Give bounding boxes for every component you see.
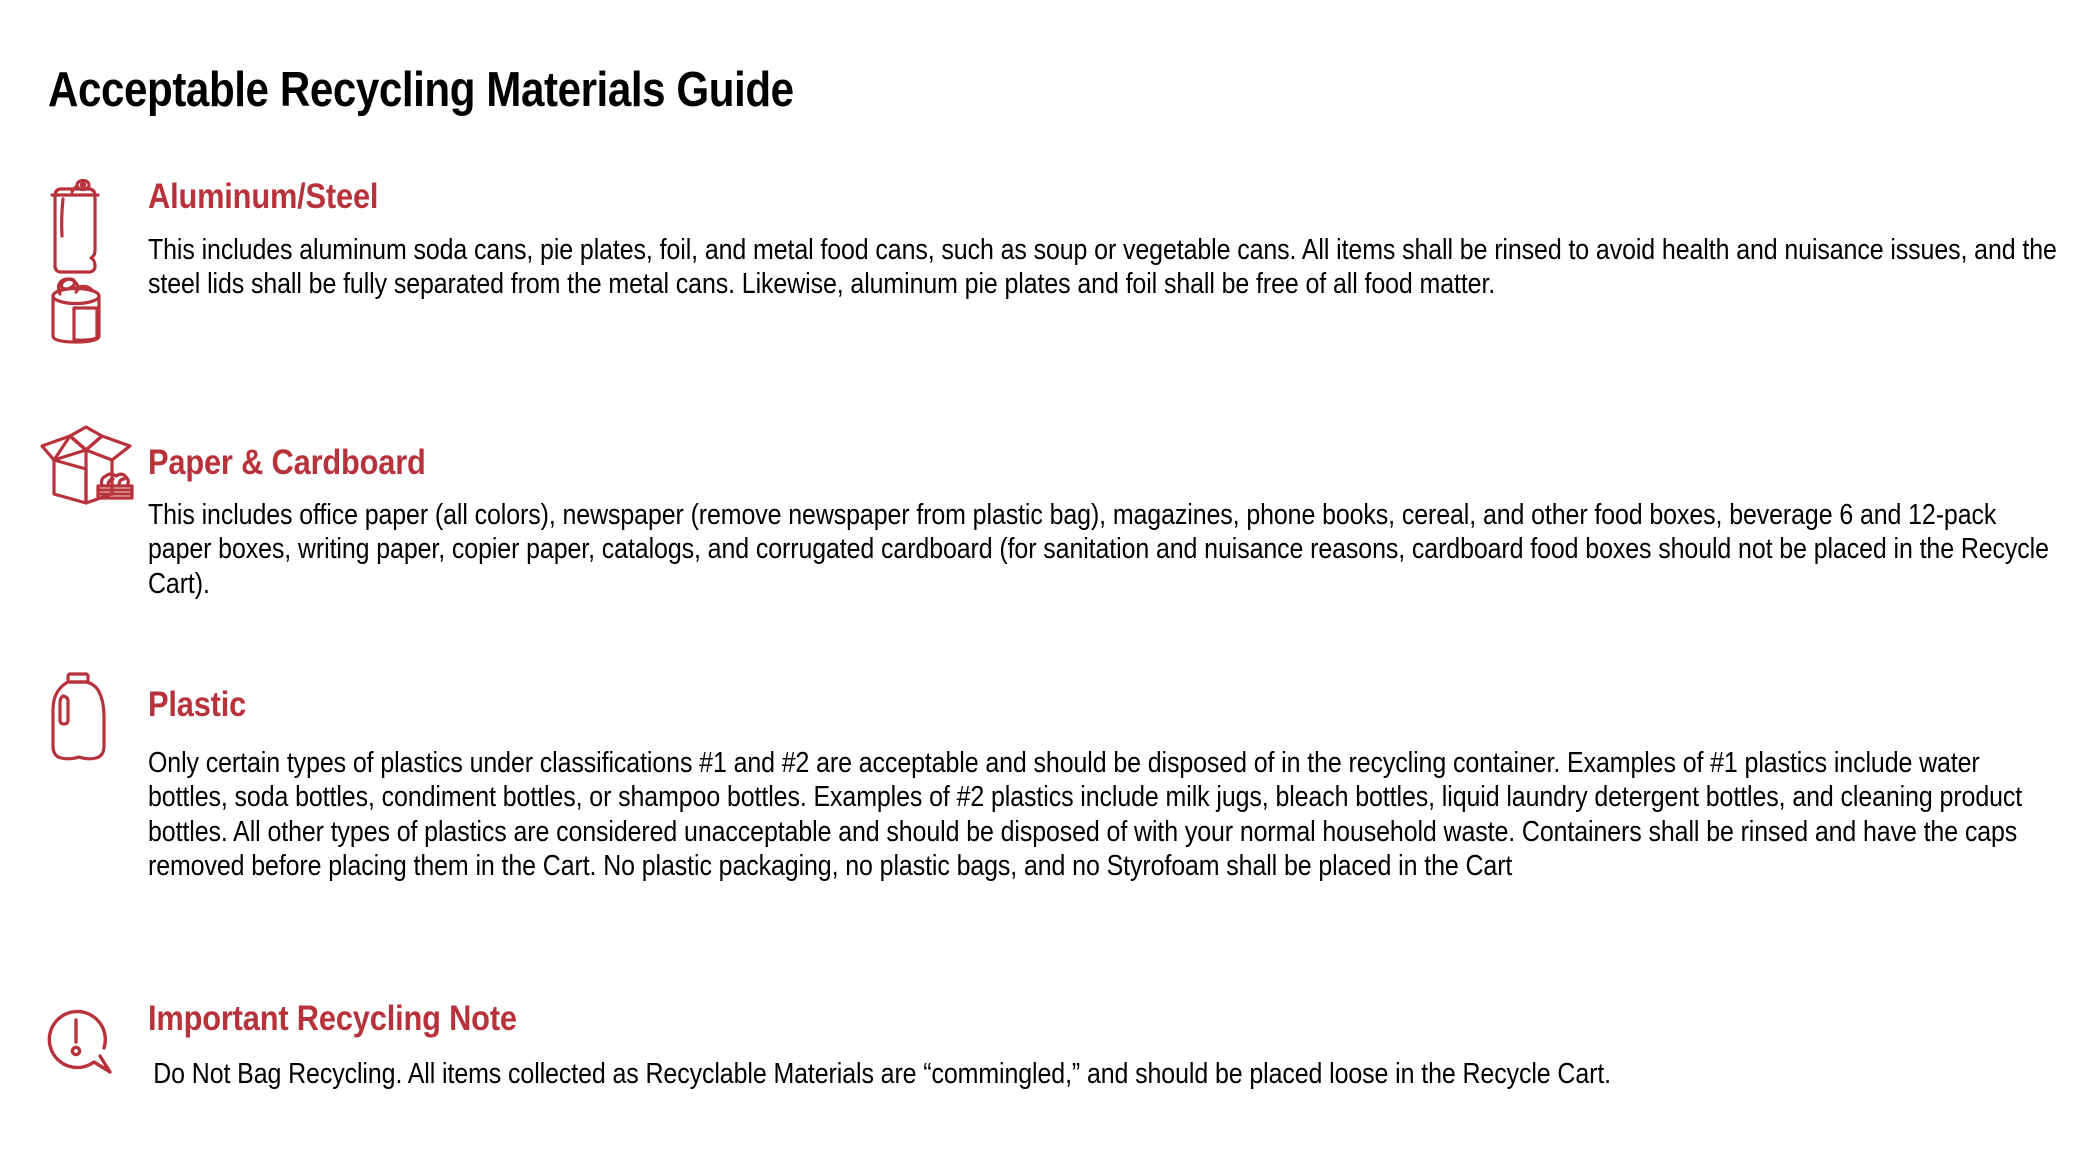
section-text-paper-cardboard: This includes office paper (all colors), newspaper (remove newspaper from plastic bag), magazines, phone books, cereal, and other food boxes, beverage 6 and 12-pack paper boxes, writing paper, copier paper, catalogs, and corrugated cardboard (for sanitation and nuisance reasons, cardboard food boxes should not be placed in the Recycle Cart). [148, 498, 2049, 600]
section-heading-paper-cardboard: Paper & Cardboard [148, 443, 426, 482]
section-aluminum-steel-body [148, 178, 2074, 302]
section-text-plastic: Only certain types of plastics under classifications #1 and #2 are acceptable and should be disposed of in the recycling container. Examples of #1 plastics include water bottles, soda bottles, condiment bottles, or shampoo bottles. Examples of #2 plastics include milk jugs, bleach bottles, liquid laundry detergent bottles, and cleaning product bottles. All other types of plastics are considered unacceptable and should be disposed of with your normal household waste. Containers shall be rinsed and have the caps removed before placing them in the Cart. No plastic packaging, no plastic bags, and no Styrofoam shall be placed in the Cart [148, 746, 2023, 882]
section-text-important-recycling-note: Do Not Bag Recycling. All items collected as Recyclable Materials are “commingled,” and should be placed loose in the Recycle Cart. [153, 1057, 1612, 1090]
open-cardboard-box-with-papers-icon [40, 424, 136, 508]
milk-jug-icon [40, 670, 118, 770]
section-plastic-body [148, 686, 2074, 884]
section-important-recycling-note-body [148, 1000, 2074, 1091]
section-heading-important-recycling-note: Important Recycling Note [148, 999, 517, 1038]
section-paper-cardboard-body [148, 444, 2074, 601]
section-heading-aluminum-steel: Aluminum/Steel [148, 177, 379, 216]
section-text-aluminum-steel: This includes aluminum soda cans, pie plates, foil, and metal food cans, such as soup or vegetable cans. All items shall be rinsed to avoid health and nuisance issues, and the steel lids shall be fully separated from the metal cans. Likewise, aluminum pie plates and foil shall be free of all food matter. [148, 233, 2057, 300]
exclamation-speech-bubble-icon [40, 1000, 120, 1080]
section-heading-plastic: Plastic [148, 685, 247, 724]
soda-can-and-tin-can-icon [40, 178, 118, 348]
page-title: Acceptable Recycling Materials Guide [48, 62, 794, 117]
